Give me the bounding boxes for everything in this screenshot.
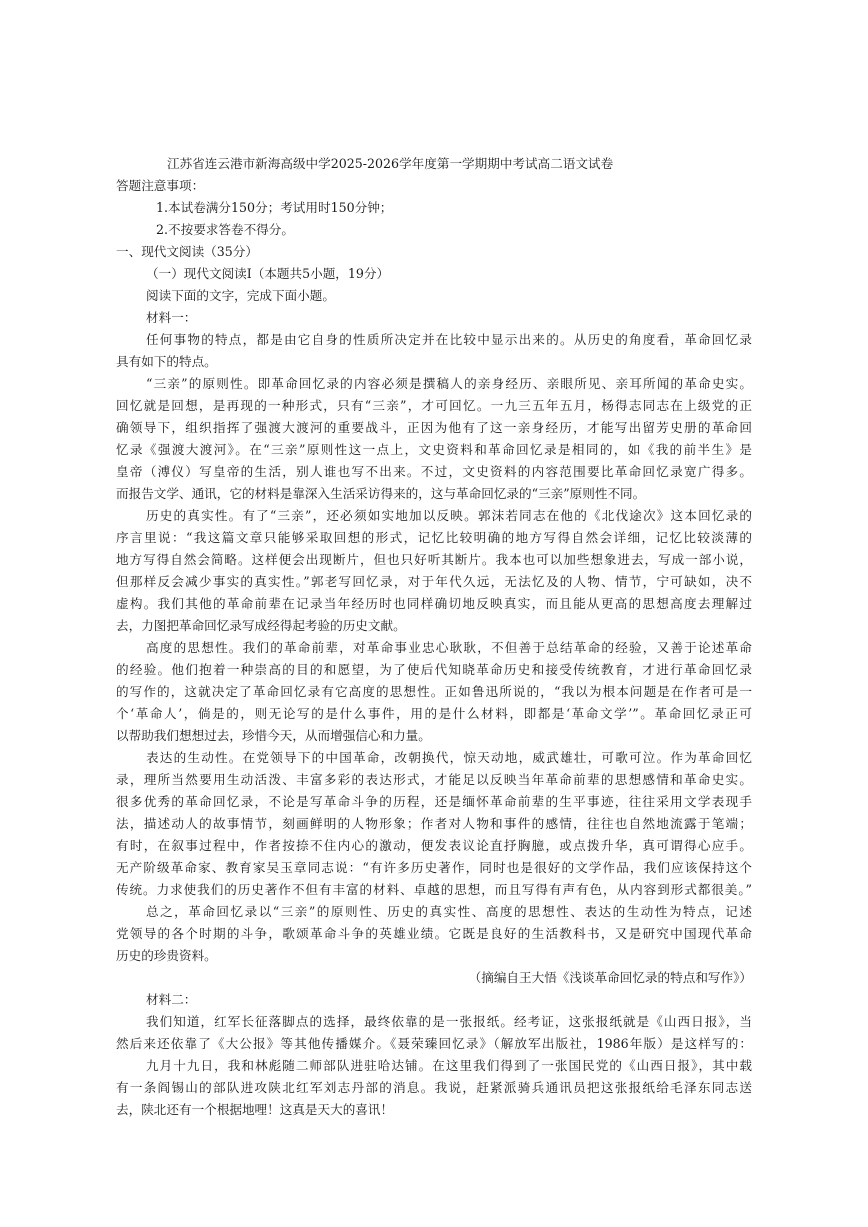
paragraph-line: 以帮助我们想想过去，珍惜今天，从而增强信心和力量。: [116, 728, 431, 743]
section-heading: 一、现代文阅读（35分）: [116, 244, 258, 259]
material-source: （摘编自王大悟《浅谈革命回忆录的特点和写作》）: [468, 970, 752, 985]
paragraph-line: 录，理所当然要用生动活泼、丰富多彩的表达形式，才能足以反映当年革命前辈的思想感情和革命史实。: [116, 772, 752, 787]
exam-title: 江苏省连云港市新海高级中学2025-2026学年度第一学期期中考试高二语文试卷: [167, 156, 614, 171]
paragraph-line: 历史的真实性。有了“三亲”，还必须如实地加以反映。郭沫若同志在他的《北伐途次》这本回忆录的: [146, 508, 752, 523]
paragraph-line: 序言里说：“我这篇文章只能够采取回想的形式，记忆比较明确的地方写得自然会详细，记忆比较淡薄的: [116, 530, 752, 545]
paragraph-line: 但那样反会减少事实的真实性。”郭老写回忆录，对于年代久远，无法忆及的人物、情节，宁可缺如，决不: [116, 574, 752, 589]
paragraph-line: 有时，在叙事过程中，作者按捺不住内心的激动，便发表议论直抒胸臆，或点拨升华，真可谓得心应手。: [116, 838, 752, 853]
material-label: 材料二：: [146, 992, 197, 1007]
paragraph-line: 高度的思想性。我们的革命前辈，对革命事业忠心耿耿，不但善于总结革命的经验，又善于论述革命: [146, 640, 752, 655]
paragraph-line: 回忆就是回想，是再现的一种形式，只有“三亲”，才可回忆。一九三五年五月，杨得志同志在上级党的正: [116, 398, 752, 413]
paragraph-line: 无产阶级革命家、教育家吴玉章同志说：“有许多历史著作，同时也是很好的文学作品，我们应该保持这个: [116, 860, 752, 875]
paragraph-line: 去，力图把革命回忆录写成经得起考验的历史文献。: [116, 618, 406, 633]
paragraph-line: 皇帝（溥仪）写皇帝的生活，别人谁也写不出来。不过，文史资料的内容范围要比革命回忆录宽广得多。: [116, 464, 752, 479]
paragraph-line: 很多优秀的革命回忆录，不论是写革命斗争的历程，还是缅怀革命前辈的生平事迹，往往采用文学表现手: [116, 794, 752, 809]
sub-section-heading: （一）现代文阅读Ⅰ（本题共5小题，19分）: [146, 266, 390, 281]
paragraph-line: 有一条阎锡山的部队进攻陕北红军刘志丹部的消息。我说，赶紧派骑兵通讯员把这张报纸给毛泽东同志送: [116, 1080, 752, 1095]
paragraph-line: 具有如下的特点。: [116, 354, 217, 369]
paragraph-line: 而报告文学、通讯，它的材料是靠深入生活采访得来的，这与革命回忆录的“三亲”原则性不同。: [116, 486, 646, 501]
paragraph-line: 历史的珍贵资料。: [116, 948, 217, 963]
paragraph-line: 去，陕北还有一个根据地哩！这真是天大的喜讯！: [116, 1102, 394, 1117]
notice-heading: 答题注意事项：: [116, 178, 205, 193]
paragraph-line: “三亲”的原则性。即革命回忆录的内容必须是撰稿人的亲身经历、亲眼所见、亲耳所闻的革命史实。: [146, 376, 752, 391]
paragraph-line: 忆录《强渡大渡河》。在“三亲”原则性这一点上，文史资料和革命回忆录是相同的，如《我的前半生》是: [116, 442, 752, 457]
paragraph-line: 法，描述动人的故事情节，刻画鲜明的人物形象；作者对人物和事件的感情，往往也自然地流露于笔端；: [116, 816, 752, 831]
paragraph-line: 地方写得自然会简略。这样便会出现断片，但也只好听其断片。我本也可以加些想象进去，写成一部小说，: [116, 552, 752, 567]
paragraph-line: 我们知道，红军长征落脚点的选择，最终依靠的是一张报纸。经考证，这张报纸就是《山西日报》，当: [146, 1014, 752, 1029]
paragraph-line: 总之，革命回忆录以“三亲”的原则性、历史的真实性、高度的思想性、表达的生动性为特点，记述: [146, 904, 752, 919]
paragraph-line: 的写作的，这就决定了革命回忆录有它高度的思想性。正如鲁迅所说的，“我以为根本问题是在作者可是一: [116, 684, 752, 699]
paragraph-line: 任何事物的特点，都是由它自身的性质所决定并在比较中显示出来的。从历史的角度看，革命回忆录: [146, 332, 752, 347]
paragraph-line: 九月十九日，我和林彪随二师部队进驻哈达铺。在这里我们得到了一张国民党的《山西日报》，其中载: [146, 1058, 752, 1073]
material-label: 材料一：: [146, 310, 197, 325]
paragraph-line: 传统。力求使我们的历史著作不但有丰富的材料、卓越的思想，而且写得有声有色，从内容到形式都很美。”: [116, 882, 752, 897]
instruction-text: 阅读下面的文字，完成下面小题。: [146, 288, 335, 303]
notice-item: 1.本试卷满分150分；考试用时150分钟；: [156, 200, 393, 215]
paragraph-line: 虚构。我们其他的革命前辈在记录当年经历时也同样确切地反映真实，而且能从更高的思想高度去理解过: [116, 596, 752, 611]
notice-item: 2.不按要求答卷不得分。: [156, 222, 294, 237]
paragraph-line: 确领导下，组织指挥了强渡大渡河的重要战斗，正因为他有了这一亲身经历，才能写出留芳史册的革命回: [116, 420, 752, 435]
paragraph-line: 党领导的各个时期的斗争，歌颂革命斗争的英雄业绩。它既是良好的生活教科书，又是研究中国现代革命: [116, 926, 752, 941]
paragraph-line: 个‘革命人’，倘是的，则无论写的是什么事件，用的是什么材料，即都是‘革命文学’”。革命回忆录正可: [116, 706, 752, 721]
paragraph-line: 的经验。他们抱着一种崇高的目的和愿望，为了使后代知晓革命历史和接受传统教育，才进行革命回忆录: [116, 662, 752, 677]
paragraph-line: 表达的生动性。在党领导下的中国革命，改朝换代，惊天动地，威武雄壮，可歌可泣。作为革命回忆: [146, 750, 752, 765]
paragraph-line: 然后来还依靠了《大公报》等其他传播媒介。《聂荣臻回忆录》（解放军出版社，1986年版）是这样写的：: [116, 1036, 752, 1051]
